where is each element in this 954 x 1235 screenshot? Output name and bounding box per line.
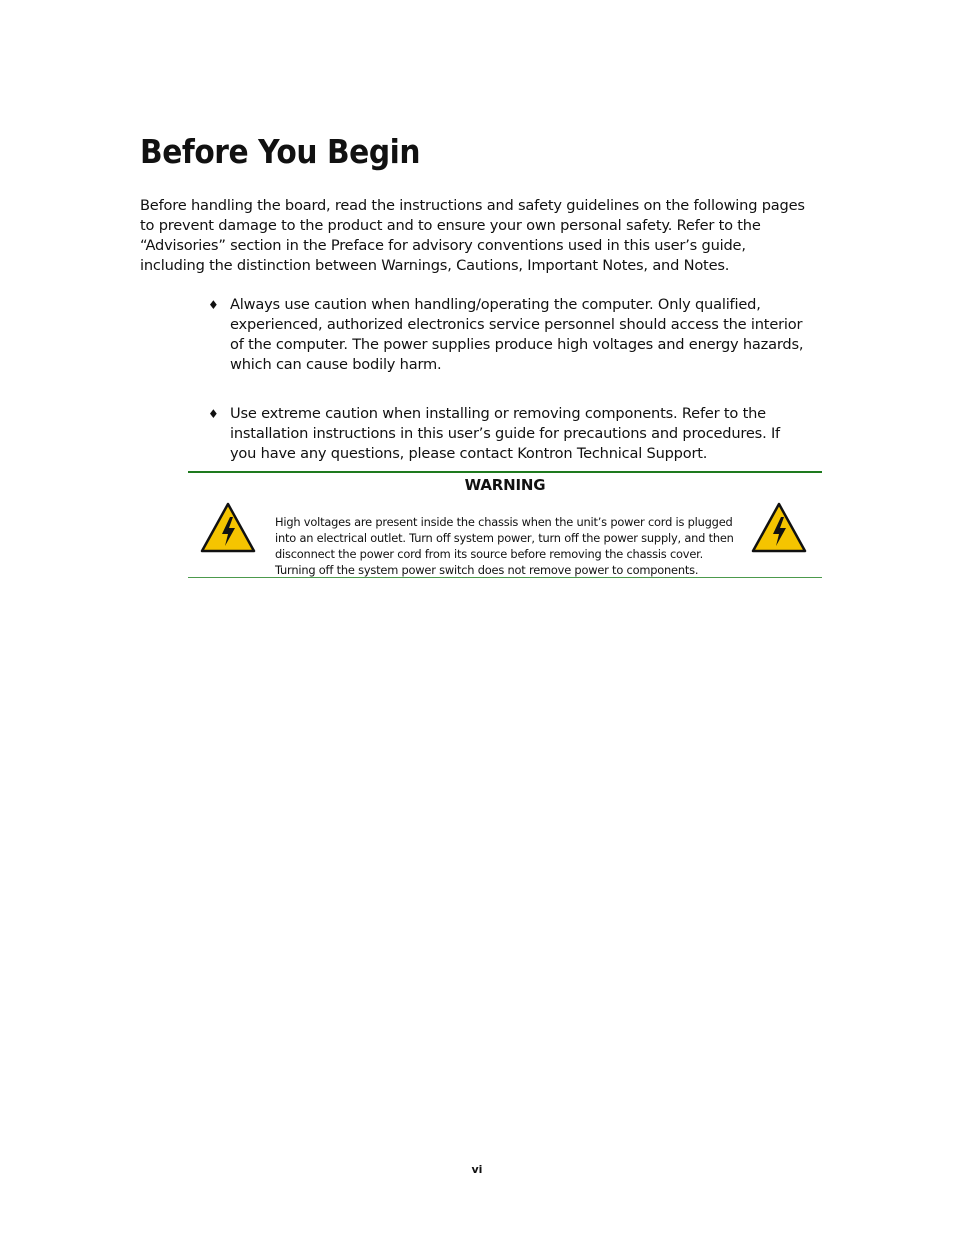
warning-heading: WARNING <box>464 476 546 494</box>
warning-box <box>188 471 822 578</box>
high-voltage-warning-icon <box>751 502 807 554</box>
safety-bullet-text: Use extreme caution when installing or removing components. Refer to the installation instructions in this user’s guide for precautions and procedures. If you have any questions, please contact Kontron Technical Support. <box>230 405 780 462</box>
intro-paragraph: Before handling the board, read the instructions and safety guidelines on the following pages to prevent damage to the product and to ensure your own personal safety. Refer to the “Advisories” section in the Preface for advisory conventions used in this user’s guide, including the distinction between Warnings, Cautions, Important Notes, and Notes. <box>140 197 805 274</box>
safety-bullet-list <box>206 295 806 464</box>
safety-bullet-item <box>206 295 806 375</box>
page-title: Before You Begin <box>140 132 421 171</box>
page-number: vi <box>471 1163 483 1176</box>
diamond-bullet-icon: ♦ <box>208 407 219 421</box>
high-voltage-warning-icon <box>200 502 256 554</box>
warning-text: High voltages are present inside the chassis when the unit’s power cord is plugged into an electrical outlet. Turn off system power, turn off the power supply, and then disconnect the power cord from its source before removing the chassis cover. Turning off the system power switch does not remove power to components. <box>275 515 734 577</box>
safety-bullet-item <box>206 404 806 464</box>
diamond-bullet-icon: ♦ <box>208 298 219 312</box>
safety-bullet-text: Always use caution when handling/operating the computer. Only qualified, experienced, authorized electronics service personnel should access the interior of the computer. The power supplies produce high voltages and energy hazards, which can cause bodily harm. <box>230 296 804 373</box>
